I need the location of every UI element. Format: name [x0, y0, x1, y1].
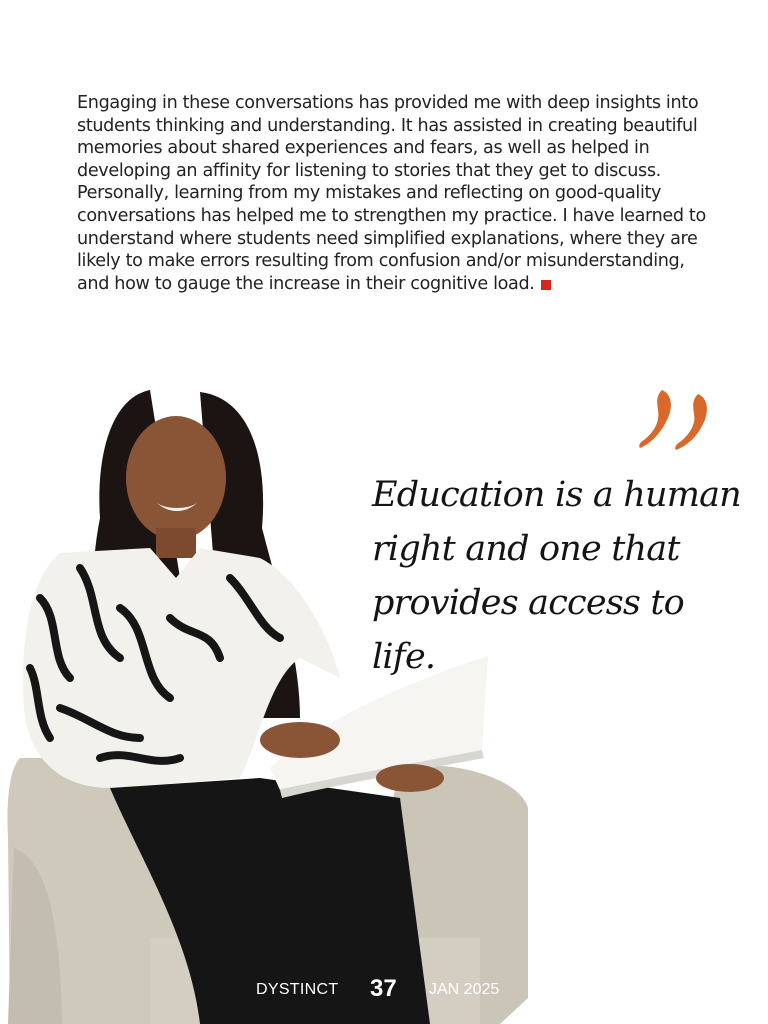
pull-quote-line-2: right and one that: [372, 529, 680, 569]
portrait-photo: [0, 378, 540, 1024]
end-mark-icon: [541, 280, 551, 290]
page-number: 37: [370, 975, 397, 1002]
footer: [0, 975, 768, 1009]
issue-date: JAN 2025: [429, 981, 500, 998]
closing-quote-icon: [636, 388, 712, 454]
pull-quote-line-1: Education is a human: [372, 475, 741, 515]
article-paragraph: [77, 92, 717, 295]
paragraph-text: Engaging in these conversations has provided me with deep insights into students thinking and understanding. It has assisted in creating beautiful memories about shared experiences and fears, as well as helped in developing an affinity for listening to stories that they get to discuss. Personally, learning from my mistakes and reflecting on good-quality conversations has helped me to strengthen my practice. I have learned to understand where students need simplified explanations, where they are likely to make errors resulting from confusion and/or misunderstanding, and how to gauge the increase in their cognitive load.: [77, 93, 706, 294]
magazine-name: DYSTINCT: [256, 981, 339, 998]
pull-quote-line-3: provides access to life.: [372, 583, 684, 677]
